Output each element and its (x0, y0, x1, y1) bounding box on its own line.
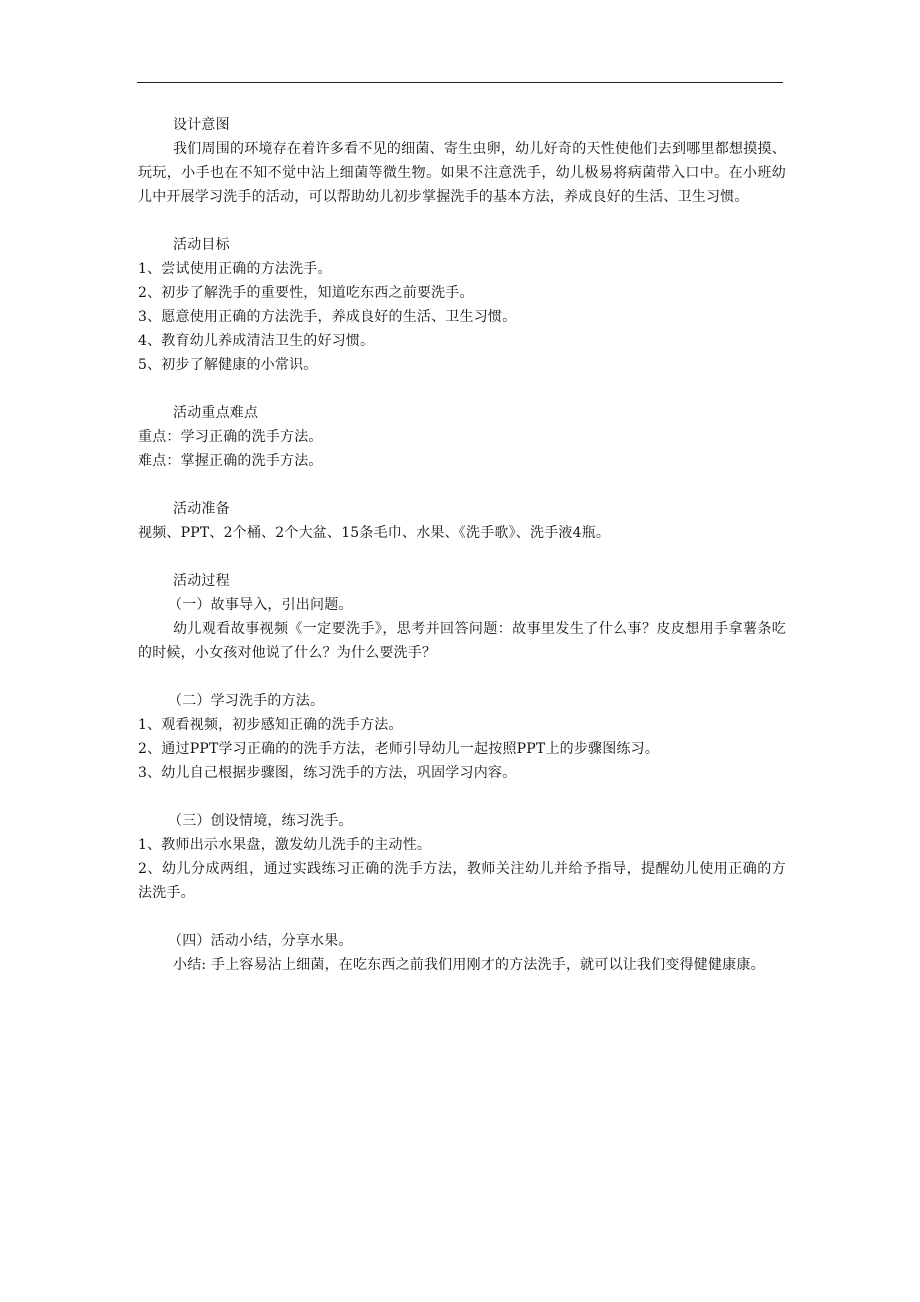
design-intent-heading: 设计意图 (173, 117, 230, 133)
goal-item: 2、初步了解洗手的重要性，知道吃东西之前要洗手。 (138, 285, 474, 301)
process-step-title: （二）学习洗手的方法。 (168, 693, 325, 709)
process-step-item: 3、幼儿自己根据步骤图，练习洗手的方法，巩固学习内容。 (138, 765, 517, 781)
section-gap (138, 665, 786, 689)
process-heading: 活动过程 (173, 573, 230, 589)
key-points-heading: 活动重点难点 (173, 405, 259, 421)
goal-item: 1、尝试使用正确的方法洗手。 (138, 261, 332, 277)
goals-heading: 活动目标 (173, 237, 230, 253)
process-step-text: 幼儿观看故事视频《一定要洗手》，思考并回答问题：故事里发生了什么事？皮皮想用手拿薯条吃的时候，小女孩对他说了什么？为什么要洗手？ (138, 621, 786, 661)
goal-item: 5、初步了解健康的小常识。 (138, 357, 318, 373)
section-gap (138, 209, 786, 233)
process-step-item: 1、观看视频，初步感知正确的洗手方法。 (138, 717, 403, 733)
goal-item: 3、愿意使用正确的方法洗手，养成良好的生活、卫生习惯。 (138, 309, 517, 325)
process-summary-text: 小结: 手上容易沾上细菌，在吃东西之前我们用刚才的方法洗手，就可以让我们变得健健康康。 (173, 957, 765, 973)
key-point-item: 难点：掌握正确的洗手方法。 (138, 453, 323, 469)
section-gap (138, 785, 786, 809)
process-step-item: 2、幼儿分成两组，通过实践练习正确的洗手方法，教师关注幼儿并给予指导，提醒幼儿使用正确的方法洗手。 (138, 861, 786, 901)
process-step-item: 1、教师出示水果盘，激发幼儿洗手的主动性。 (138, 837, 432, 853)
design-intent-paragraph: 我们周围的环境存在着许多看不见的细菌、寄生虫卵，幼儿好奇的天性使他们去到哪里都想摸摸、玩玩，小手也在不知不觉中沾上细菌等微生物。如果不注意洗手，幼儿极易将病菌带入口中。在小班幼儿中开展学习洗手的活动，可以帮助幼儿初步掌握洗手的基本方法，养成良好的生活、卫生习惯。 (138, 141, 786, 205)
document-body (138, 113, 786, 977)
section-gap (138, 545, 786, 569)
key-point-item: 重点：学习正确的洗手方法。 (138, 429, 323, 445)
goal-item: 4、教育幼儿养成清洁卫生的好习惯。 (138, 333, 375, 349)
section-gap (138, 473, 786, 497)
preparation-heading: 活动准备 (173, 501, 230, 517)
process-step-title: （四）活动小结，分享水果。 (168, 933, 353, 949)
process-step-title: （三）创设情境，练习洗手。 (168, 813, 353, 829)
process-step-title: （一）故事导入，引出问题。 (168, 597, 353, 613)
section-gap (138, 377, 786, 401)
process-step-item: 2、通过PPT学习正确的的洗手方法，老师引导幼儿一起按照PPT上的步骤图练习。 (138, 741, 660, 757)
preparation-text: 视频、PPT、2个桶、2个大盆、15条毛巾、水果、《洗手歌》、洗手液4瓶。 (138, 525, 611, 541)
header-rule (137, 82, 783, 83)
section-gap (138, 905, 786, 929)
